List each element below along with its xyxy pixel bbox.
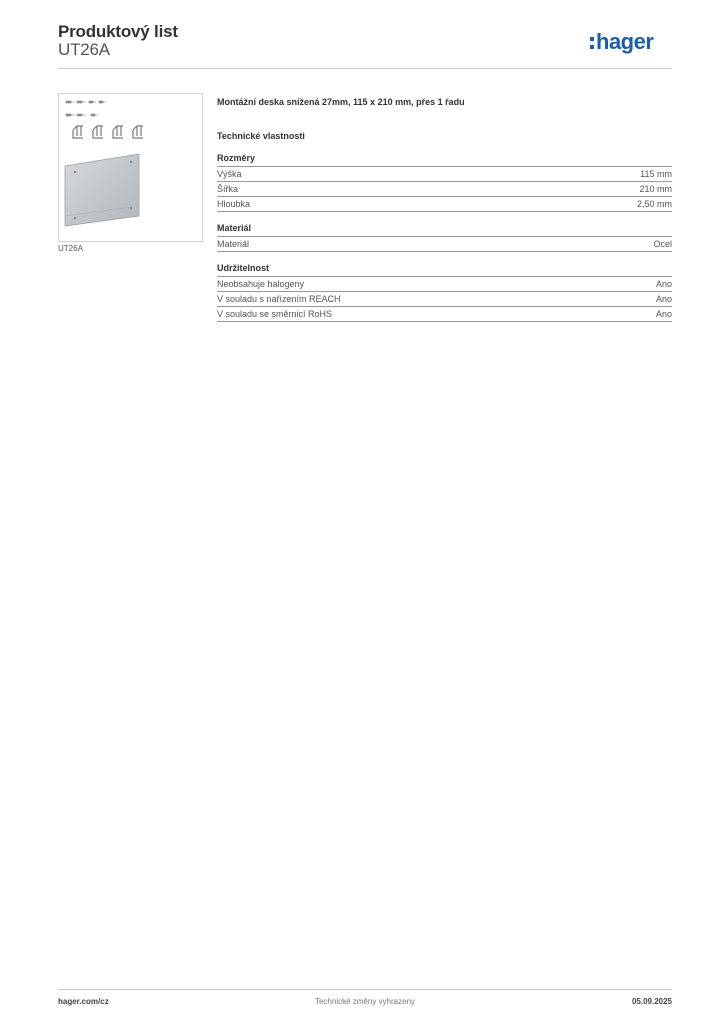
spec-label: Materiál xyxy=(217,239,250,249)
spec-label: V souladu se směrnicí RoHS xyxy=(217,309,333,319)
spec-label: Neobsahuje halogeny xyxy=(217,279,305,289)
page-footer xyxy=(58,997,672,1009)
product-details xyxy=(217,96,672,322)
technical-properties-heading: Technické vlastnosti xyxy=(217,131,305,141)
spec-value: Ano xyxy=(655,279,672,289)
spec-group-title: Rozměry xyxy=(217,152,672,167)
product-name: Montážní deska snížená 27mm, 115 x 210 mm, přes 1 řadu xyxy=(217,97,465,107)
spec-row xyxy=(217,292,672,307)
spec-group-dimensions xyxy=(217,152,672,212)
page-header xyxy=(58,22,672,68)
spec-group-sustainability xyxy=(217,262,672,322)
spec-value: Ocel xyxy=(653,239,672,249)
footer-notice: Technické změny vyhrazeny xyxy=(314,997,416,1006)
svg-text:hager: hager xyxy=(596,29,654,54)
product-image-caption: UT26A xyxy=(58,244,83,253)
footer-divider xyxy=(58,989,672,990)
spec-value: Ano xyxy=(655,309,672,319)
header-divider xyxy=(58,68,672,69)
document-title: Produktový list xyxy=(58,22,178,41)
spec-label: Hloubka xyxy=(217,199,251,209)
mounting-plate-illustration-icon xyxy=(59,94,202,241)
spec-value: Ano xyxy=(655,294,672,304)
spec-row xyxy=(217,182,672,197)
spec-label: Šířka xyxy=(217,184,239,194)
footer-date: 05.09.2025 xyxy=(631,997,672,1006)
footer-website-link[interactable]: hager.com/cz xyxy=(58,997,109,1006)
spec-value: 115 mm xyxy=(640,169,672,179)
product-code: UT26A xyxy=(58,40,110,59)
spec-label: Výška xyxy=(217,169,242,179)
spec-value: 210 mm xyxy=(639,184,672,194)
spec-row xyxy=(217,167,672,182)
spec-label: V souladu s nařízením REACH xyxy=(217,294,341,304)
spec-group-material xyxy=(217,222,672,252)
product-image-frame xyxy=(58,93,203,242)
spec-value: 2,50 mm xyxy=(636,199,672,209)
hager-logo xyxy=(590,28,672,56)
spec-group-title: Udržitelnost xyxy=(217,262,672,277)
spec-row xyxy=(217,277,672,292)
spec-row xyxy=(217,197,672,212)
spec-row xyxy=(217,307,672,322)
spec-group-title: Materiál xyxy=(217,222,672,237)
spec-row xyxy=(217,237,672,252)
